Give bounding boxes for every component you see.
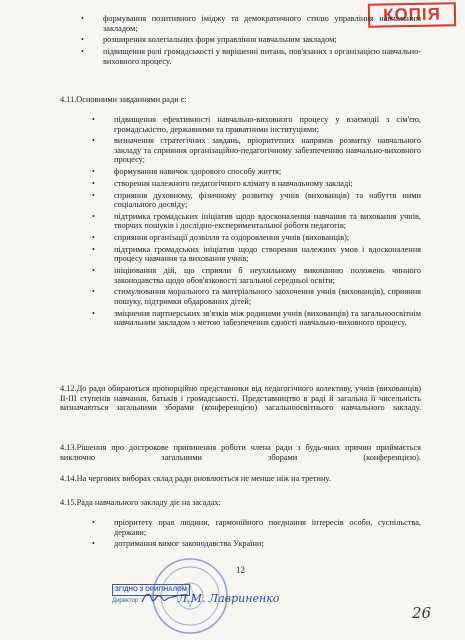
list-item: • дотримання вимог законодавства України;	[114, 539, 421, 549]
page-number: 12	[236, 565, 245, 575]
section-4-15-heading: 4.15.Рада навчального закладу діє на засадах:	[60, 498, 221, 507]
list-item: • ініціювання дій, що сприяли б неухильному виконанню положень чинного законодавства щодо обов'язковості загальної середньої освіти;	[114, 266, 421, 285]
paragraph-4-14: 4.14.На чергових виборах склад ради оновлюється не менше ніж на третину.	[60, 474, 331, 483]
list-item: • підвищення ролі громадськості у вирішенні питань, пов'язаних з організацією навчально-виховного процесу.	[103, 47, 421, 66]
list-item: • підвищення ефективності навчально-виховного процесу у взаємодії з сім'єю, громадськістю, державними та приватними інституціями;	[114, 115, 421, 134]
copy-stamp: КОПІЯ	[368, 2, 456, 28]
list-item: • формування позитивного іміджу та демократичного стилю управління навчальним закладом;	[103, 14, 421, 33]
director-signature-name: Л.М. Лавриненко	[178, 592, 280, 605]
list-item: • пріоритету прав людини, гармонійного поєднання інтересів особи, суспільства, держави;	[114, 518, 421, 537]
section-4-15-list	[114, 518, 421, 551]
section-4-11-list	[114, 115, 421, 330]
list-item: • створення належного педагогічного клімату в навчальному закладі;	[114, 179, 421, 189]
list-item: • підтримка громадських ініціатив щодо створення належних умов і вдосконалення процесу навчання та виховання учнів;	[114, 245, 421, 264]
list-item: • стимулювання морального та матеріального заохочення учнів (вихованців), сприяння пошуку, підтримки обдарованих дітей;	[114, 287, 421, 306]
list-item: • визначення стратегічних завдань, пріоритетних напрямів розвитку навчального закладу та сприяння організаційно-педагогічному забезпеченню навчально-виховного процесу;	[114, 136, 421, 165]
list-item: • підтримка громадських ініціатив щодо вдосконалення навчання та виховання учнів, творчих пошуків і дослідно-експериментальної роботи педагогів;	[114, 212, 421, 231]
certified-copy-stamp: ЗГІДНО З ОРИГІНАЛОМ	[112, 584, 190, 596]
signature-icon	[140, 590, 180, 606]
list-item: • сприяння організації дозвілля та оздоровлення учнів (вихованців);	[114, 233, 421, 243]
list-item: • розширення колегіальних форм управління навчальним закладом;	[103, 35, 421, 45]
section-4-11-heading: 4.11.Основними завданнями ради є:	[60, 95, 187, 104]
handwritten-page-number: 26	[412, 604, 432, 622]
top-bullet-list	[103, 14, 421, 68]
paragraph-4-12: 4.12.До ради обираються пропорційно представники від педагогічного колективу, учнів (вихованців) ІІ-ІІІ ступенів навчання, батьків і громадськості. Представництво в раді й загальна її чисельність визначаються загальними зборами (конференцією) загальноосвітнього навчального закладу.	[60, 384, 421, 413]
director-label: Директор	[112, 598, 139, 604]
list-item: • формування навичок здорового способу життя;	[114, 167, 421, 177]
list-item: • зміцнення партнерських зв'язків між родинами учнів (вихованців) та загальноосвітнім навчальним закладом з метою забезпечення єдності навчально-виховного процесу.	[114, 309, 421, 328]
paragraph-4-13: 4.13.Рішення про дострокове припинення роботи члена ради з будь-яких причин приймається виключно загальними зборами (конференцією).	[60, 443, 421, 462]
list-item: • сприяння духовному, фізичному розвитку учнів (вихованців) та набуття ними соціального досвіду;	[114, 191, 421, 210]
